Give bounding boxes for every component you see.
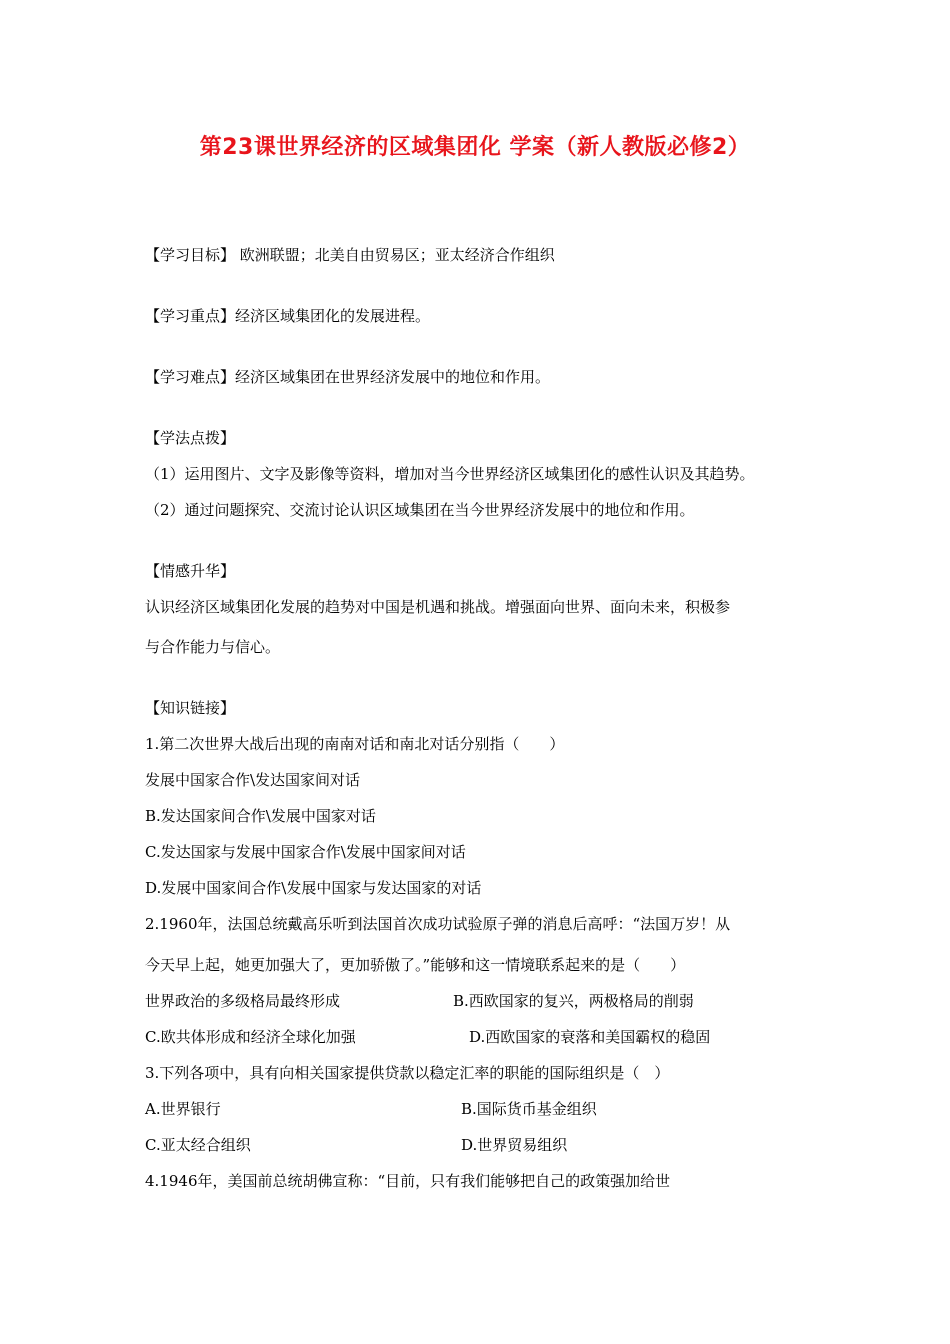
- question-option: D.发展中国家间合作\发展中国家与发达国家的对话: [145, 879, 482, 897]
- knowledge-heading: 【知识链接】: [145, 699, 236, 717]
- emotion-text: 与合作能力与信心。: [145, 638, 281, 656]
- learning-key-point: 【学习重点】经济区域集团化的发展进程。: [145, 307, 431, 325]
- question-option: 发展中国家合作\发达国家间对话: [145, 771, 361, 789]
- question-stem: 3.下列各项中，具有向相关国家提供贷款以稳定汇率的职能的国际组织是（ ）: [145, 1064, 670, 1082]
- question-option: D.西欧国家的衰落和美国霸权的稳固: [469, 1028, 711, 1046]
- learning-difficulty: 【学习难点】经济区域集团在世界经济发展中的地位和作用。: [145, 368, 551, 386]
- question-option: B.发达国家间合作\发展中国家对话: [145, 807, 376, 825]
- page-title: 第23课世界经济的区域集团化 学案（新人教版必修2）: [199, 135, 751, 160]
- question-stem: 1.第二次世界大战后出现的南南对话和南北对话分别指（ ）: [145, 735, 565, 753]
- emotion-heading: 【情感升华】: [145, 562, 236, 580]
- question-option: D.世界贸易组织: [461, 1136, 568, 1154]
- question-option: C.发达国家与发展中国家合作\发展中国家间对话: [145, 843, 466, 861]
- question-option: C.欧共体形成和经济全球化加强: [145, 1028, 356, 1046]
- question-option: 世界政治的多级格局最终形成: [145, 992, 341, 1010]
- question-stem: 今天早上起，她更加强大了，更加骄傲了。”能够和这一情境联系起来的是（ ）: [145, 956, 686, 974]
- emotion-text: 认识经济区域集团化发展的趋势对中国是机遇和挑战。增强面向世界、面向未来，积极参: [145, 598, 731, 616]
- method-item: （2）通过问题探究、交流讨论认识区域集团在当今世界经济发展中的地位和作用。: [145, 501, 695, 519]
- learning-goals: 【学习目标】 欧洲联盟；北美自由贸易区；亚太经济合作组织: [145, 246, 555, 264]
- method-item: （1）运用图片、文字及影像等资料，增加对当今世界经济区域集团化的感性认识及其趋势。: [145, 465, 755, 483]
- question-option: B.国际货币基金组织: [461, 1100, 597, 1118]
- question-stem: 2.1960年，法国总统戴高乐听到法国首次成功试验原子弹的消息后高呼：“法国万岁！从: [145, 915, 731, 933]
- question-stem: 4.1946年，美国前总统胡佛宣称：“目前，只有我们能够把自己的政策强加给世: [145, 1172, 671, 1190]
- question-option: A.世界银行: [145, 1100, 221, 1118]
- question-option: B.西欧国家的复兴，两极格局的削弱: [453, 992, 694, 1010]
- method-heading: 【学法点拨】: [145, 429, 236, 447]
- question-option: C.亚太经合组织: [145, 1136, 251, 1154]
